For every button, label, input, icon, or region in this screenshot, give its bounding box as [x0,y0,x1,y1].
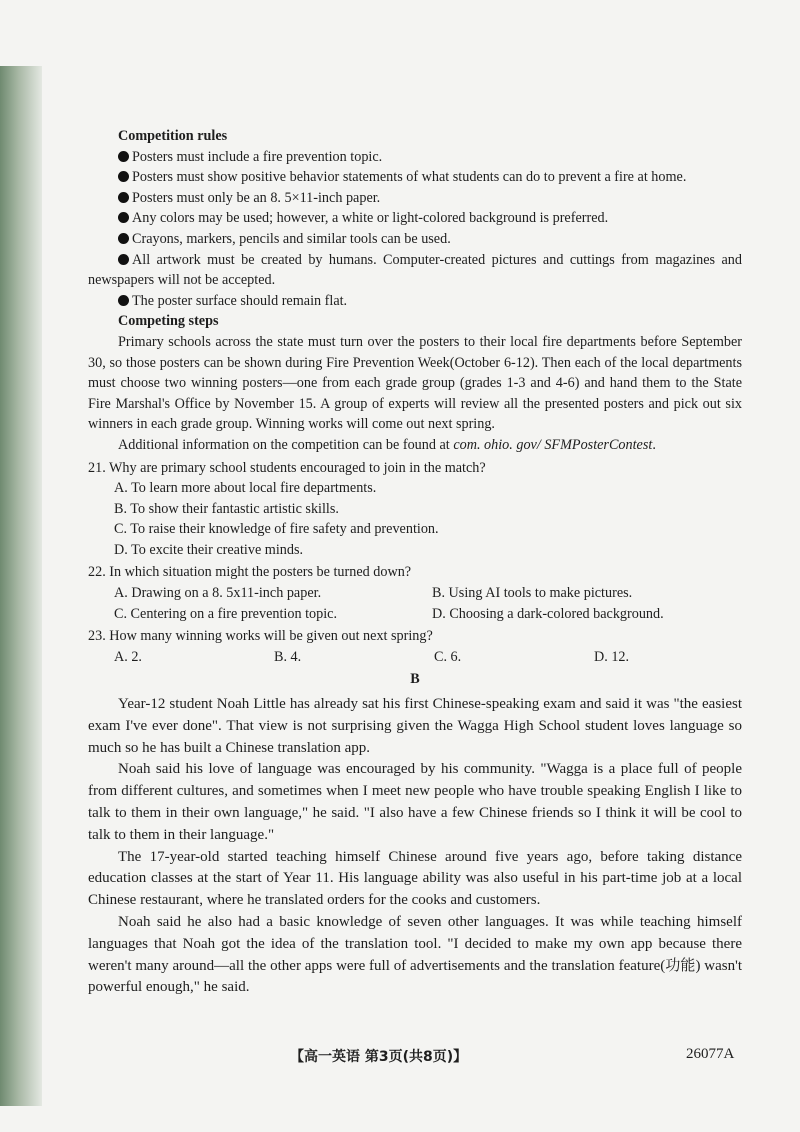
rules-heading: Competition rules [118,128,228,144]
footer-page-info: 【高一英语 第3页(共8页)】 [290,1049,468,1065]
question-23-options [88,647,742,668]
rule-bullet-1: Posters must include a fire prevention topic. [88,147,742,168]
passage-b-paragraph-2: Noah said his love of language was encouraged by his community. "Wagga is a place full of people from different cultures, and sometimes when I meet new people who have trouble speaking English I like to talk to them in their own language," he said. "I also have a few Chinese friends so I think it will be cool to talk to them in their language." [88,761,742,843]
question-22-option-d[interactable]: D. Choosing a dark-colored background. [432,605,664,622]
contest-url-link[interactable]: com. ohio. gov/ SFMPosterContest [453,436,653,453]
bullet-dot-icon [118,295,129,306]
question-22-option-a[interactable]: A. Drawing on a 8. 5x11-inch paper. [114,585,322,602]
question-23-stem: 23. How many winning works will be given out next spring? [88,628,433,645]
book-spine-shadow [0,66,42,1106]
section-b-label: B [410,671,420,688]
question-21-option-a[interactable]: A. To learn more about local fire departments. [114,480,377,497]
bullet-dot-icon [118,233,129,244]
passage-b-paragraph-4: Noah said he also had a basic knowledge of seven other languages. It was while teaching himself languages that Noah got the idea of the translation tool. "I decided to make my own app because there weren't many around—all the other apps were full of advertisements and the translation feature(功能) wasn't powerful enough," he said. [88,914,742,996]
footer-exam-code: 26077A [686,1046,735,1062]
rule-bullet-3: Posters must only be an 8. 5×11-inch paper. [88,188,742,209]
question-22-options [88,583,742,624]
question-21-option-d[interactable]: D. To excite their creative minds. [114,541,304,558]
question-23-option-d[interactable]: D. 12. [594,648,630,665]
question-21-option-b[interactable]: B. To show their fantastic artistic skills. [114,500,339,517]
exam-page [88,126,742,999]
question-23-option-a[interactable]: A. 2. [114,648,142,665]
steps-heading: Competing steps [118,313,219,330]
bullet-dot-icon [118,171,129,182]
question-22-stem: 22. In which situation might the posters be turned down? [88,564,412,581]
rule-bullet-4: Any colors may be used; however, a white or light-colored background is preferred. [88,208,742,229]
question-21-option-c[interactable]: C. To raise their knowledge of fire safety and prevention. [114,521,439,538]
question-21-stem: 21. Why are primary school students encouraged to join in the match? [88,459,486,476]
passage-b-paragraph-3: The 17-year-old started teaching himself Chinese around five years ago, before taking distance education classes at the start of Year 11. His language ability was also useful in his part-time job at a local Chinese restaurant, where he translated orders for the cooks and customers. [88,848,742,909]
rule-bullet-5: Crayons, markers, pencils and similar tools can be used. [88,229,742,250]
rule-bullet-6: All artwork must be created by humans. Computer-created pictures and cuttings from magazines and newspapers will not be accepted. [88,251,742,289]
bullet-dot-icon [118,254,129,265]
bullet-dot-icon [118,212,129,223]
bullet-dot-icon [118,192,129,203]
question-22-option-b[interactable]: B. Using AI tools to make pictures. [432,585,633,602]
passage-b [88,694,742,999]
rule-bullet-2: Posters must show positive behavior statements of what students can do to prevent a fire at home. [88,167,742,188]
rule-bullet-7: The poster surface should remain flat. [88,291,742,312]
question-23-option-b[interactable]: B. 4. [274,648,302,665]
question-22-option-c[interactable]: C. Centering on a fire prevention topic. [114,605,337,622]
question-23-option-c[interactable]: C. 6. [434,648,462,665]
steps-paragraph: Primary schools across the state must turn over the posters to their local fire departments before September 30, so those posters can be shown during Fire Prevention Week(October 6-12). Then each of the local departments must choose two winning posters—one from each grade group (grades 1-3 and 4-6) and hand them to the State Fire Marshal's Office by November 15. A group of experts will review all the presented posters and pick out six winners in each grade group. Winning works will come out next spring. [88,333,742,433]
page-footer [0,1046,800,1070]
passage-b-paragraph-1: Year-12 student Noah Little has already sat his first Chinese-speaking exam and said it was "the easiest exam I've ever done". That view is not surprising given the Wagga High School student loves language so much so he has built a Chinese translation app. [88,696,742,756]
bullet-dot-icon [118,151,129,162]
additional-info: Additional information on the competition can be found at com. ohio. gov/ SFMPosterContest. [118,436,656,453]
